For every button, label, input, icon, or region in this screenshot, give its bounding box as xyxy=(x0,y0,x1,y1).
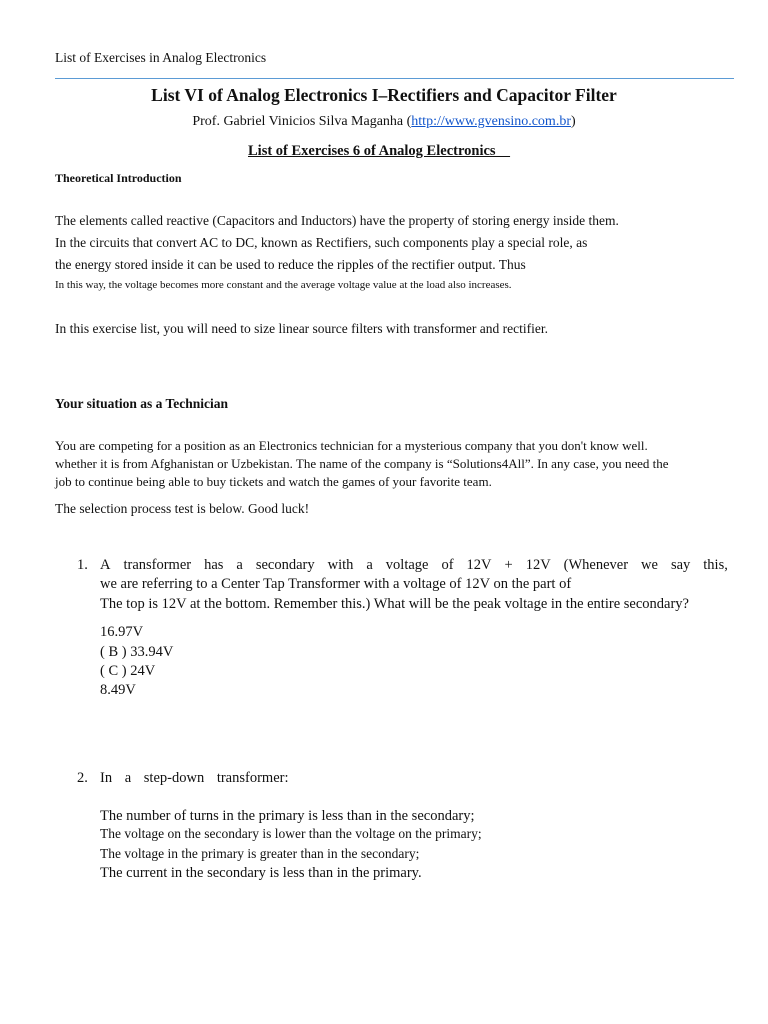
word: + xyxy=(504,557,513,573)
word: with xyxy=(327,557,354,573)
question-2-option: The voltage in the primary is greater than in the secondary; xyxy=(100,846,420,861)
word: this, xyxy=(703,557,728,573)
intro-heading: Theoretical Introduction xyxy=(55,171,182,185)
header-divider xyxy=(55,78,734,79)
word: 12V xyxy=(525,557,551,573)
situation-line: You are competing for a position as an Electronics technician for a mysterious company that you don't know well. xyxy=(55,438,648,453)
intro-line: The elements called reactive (Capacitors and Inductors) have the property of storing energy inside them. xyxy=(55,213,619,228)
word: secondary xyxy=(255,557,315,573)
question-2-option: The current in the secondary is less than in the primary. xyxy=(100,865,422,881)
word: a xyxy=(366,557,373,573)
author-suffix: ) xyxy=(570,114,576,129)
author-website-link[interactable]: http://www.gvensino.com.br xyxy=(411,114,571,129)
intro-small-line: In this way, the voltage becomes more constant and the average voltage value at the load also increases. xyxy=(55,279,512,291)
word: (Whenever xyxy=(563,557,629,573)
word: A xyxy=(100,557,111,573)
question-number: 1. xyxy=(77,557,88,573)
word: 12V xyxy=(466,557,492,573)
question-number: 2. xyxy=(77,770,88,786)
document-subtitle: List of Exercises 6 of Analog Electronics xyxy=(248,143,511,159)
word: we xyxy=(641,557,658,573)
word: a xyxy=(236,557,243,573)
intro-line: In the circuits that convert AC to DC, known as Rectifiers, such components play a special role, as xyxy=(55,235,588,250)
question-1-option: ( B ) 33.94V xyxy=(100,644,174,660)
running-header: List of Exercises in Analog Electronics xyxy=(55,50,267,65)
word: say xyxy=(670,557,691,573)
situation-line: whether it is from Afghanistan or Uzbekistan. The name of the company is “Solutions4All”. In any case, you need the xyxy=(55,456,669,471)
question-1-option: ( C ) 24V xyxy=(100,663,156,679)
document-title: List VI of Analog Electronics I–Rectifiers and Capacitor Filter xyxy=(151,85,617,105)
question-1-line: The top is 12V at the bottom. Remember this.) What will be the peak voltage in the entire secondary? xyxy=(100,596,689,612)
question-1-option: 16.97V xyxy=(100,624,144,640)
situation-line: job to continue being able to buy tickets and watch the games of your favorite team. xyxy=(55,474,492,489)
question-1-first-line xyxy=(100,557,728,574)
question-2-first-line xyxy=(100,770,289,787)
word: has xyxy=(204,557,224,573)
intro-line: the energy stored inside it can be used to reduce the ripples of the rectifier output. Thus xyxy=(55,257,526,272)
situation-closing: The selection process test is below. Good luck! xyxy=(55,501,310,516)
question-2-option: The voltage on the secondary is lower than the voltage on the primary; xyxy=(100,826,482,841)
word: transformer xyxy=(123,557,192,573)
word: voltage xyxy=(385,557,429,573)
intro-list-line: In this exercise list, you will need to size linear source filters with transformer and rectifier. xyxy=(55,321,548,336)
question-2-option: The number of turns in the primary is less than in the secondary; xyxy=(100,808,475,824)
question-1-line: we are referring to a Center Tap Transformer with a voltage of 12V on the part of xyxy=(100,576,572,592)
author-line xyxy=(0,114,768,130)
question-1-option: 8.49V xyxy=(100,682,136,698)
word: of xyxy=(441,557,454,573)
word: step-down xyxy=(143,770,205,786)
word: transformer: xyxy=(216,770,289,786)
word: In xyxy=(100,770,113,786)
author-name: Prof. Gabriel Vinicios Silva Maganha ( xyxy=(192,114,412,129)
word: a xyxy=(124,770,132,786)
situation-heading: Your situation as a Technician xyxy=(55,396,229,411)
